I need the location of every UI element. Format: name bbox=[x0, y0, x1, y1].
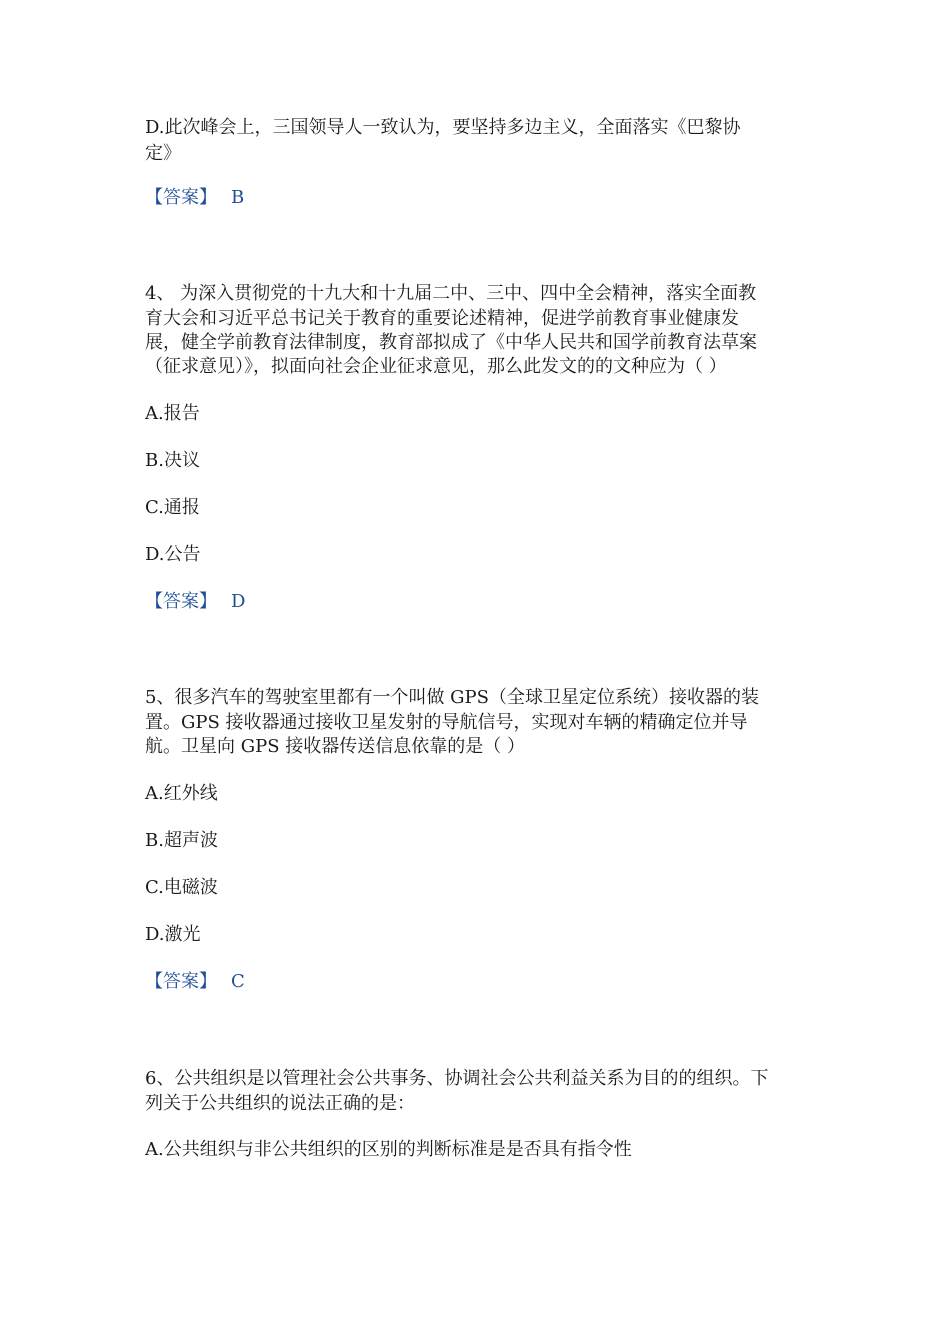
q3-answer bbox=[145, 186, 825, 210]
q5-stem-line2: 置。GPS 接收器通过接收卫星发射的导航信号，实现对车辆的精确定位并导 bbox=[145, 712, 748, 733]
q6-stem-line1: 6、公共组织是以管理社会公共事务、协调社会公共利益关系为目的的组织。下 bbox=[145, 1068, 769, 1089]
q5-option-a: A.红外线 bbox=[145, 783, 218, 804]
q5-option-b: B.超声波 bbox=[145, 830, 218, 851]
q4-option-d: D.公告 bbox=[145, 544, 201, 565]
q4-option-a: A.报告 bbox=[145, 403, 200, 424]
q4-stem-line2: 育大会和习近平总书记关于教育的重要论述精神，促进学前教育事业健康发 bbox=[145, 308, 739, 329]
q3-option-d-line2: 定》 bbox=[145, 143, 181, 164]
q4-stem-line3: 展，健全学前教育法律制度，教育部拟成了《中华人民共和国学前教育法草案 bbox=[145, 332, 757, 353]
answer-label: 【答案】 bbox=[145, 971, 217, 992]
answer-value: D bbox=[231, 591, 246, 612]
answer-label: 【答案】 bbox=[145, 591, 217, 612]
q3-option-d-line1: D.此次峰会上，三国领导人一致认为，要坚持多边主义，全面落实《巴黎协 bbox=[145, 117, 741, 138]
q6-option-a: A.公共组织与非公共组织的区别的判断标准是是否具有指令性 bbox=[145, 1139, 632, 1160]
q5-option-d: D.激光 bbox=[145, 924, 201, 945]
q6-stem-line2: 列关于公共组织的说法正确的是： bbox=[145, 1093, 415, 1114]
q4-answer bbox=[145, 590, 825, 614]
q5-stem-line1: 5、很多汽车的驾驶室里都有一个叫做 GPS（全球卫星定位系统）接收器的装 bbox=[145, 687, 759, 708]
q5-answer bbox=[145, 970, 825, 994]
answer-value: C bbox=[231, 971, 245, 992]
q4-option-b: B.决议 bbox=[145, 450, 200, 471]
q5-option-c: C.电磁波 bbox=[145, 877, 218, 898]
q5-stem-line3: 航。卫星向 GPS 接收器传送信息依靠的是（ ） bbox=[145, 736, 525, 757]
answer-label: 【答案】 bbox=[145, 187, 217, 208]
q4-stem-line1: 4、 为深入贯彻党的十九大和十九届二中、三中、四中全会精神，落实全面教 bbox=[145, 283, 757, 304]
q4-option-c: C.通报 bbox=[145, 497, 200, 518]
q4-stem-line4: （征求意见）》，拟面向社会企业征求意见，那么此发文的的文种应为（ ） bbox=[145, 356, 727, 377]
answer-value: B bbox=[231, 187, 245, 208]
